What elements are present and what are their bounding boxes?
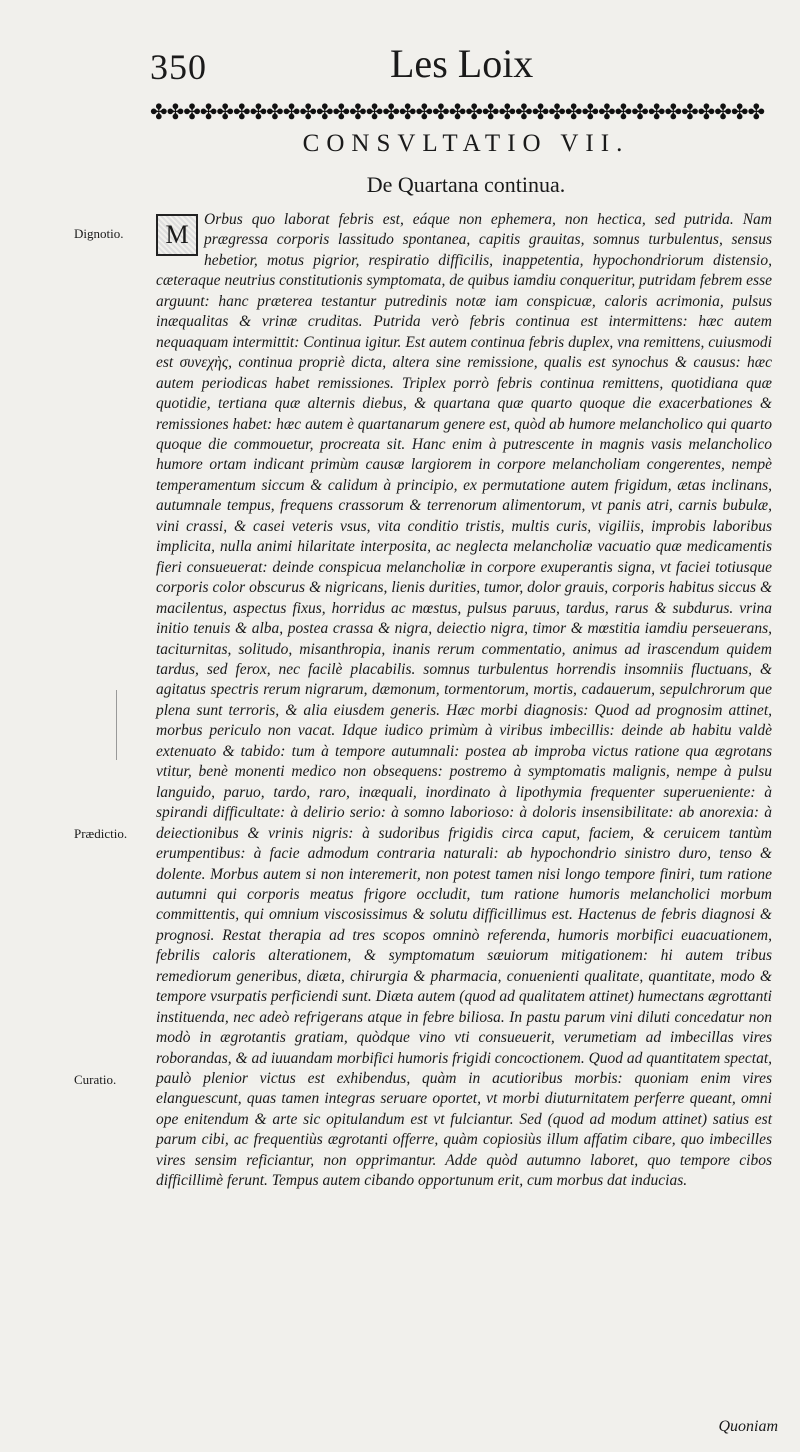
- running-title: Les Loix: [390, 41, 534, 86]
- consultation-body: [156, 210, 772, 1192]
- consultation-title: CONSVLTATIO VII.: [302, 130, 630, 157]
- consultation-subtitle: De Quartana continua.: [366, 172, 566, 197]
- margin-note-curatio: Curatio.: [74, 1072, 117, 1087]
- ornament-band: ✤✤✤✤✤✤✤✤✤✤✤✤✤✤✤✤✤✤✤✤✤✤✤✤✤✤✤✤✤✤✤✤✤✤✤✤✤: [150, 100, 765, 124]
- margin-note-dignotio: Dignotio.: [74, 226, 124, 241]
- page-number: 350: [150, 47, 207, 87]
- margin-pen-mark: [116, 690, 117, 760]
- dropcap-initial: M: [156, 214, 198, 256]
- catchword: Quoniam: [718, 1418, 778, 1435]
- body-paragraph: Orbus quo laborat febris est, eáque non ephemera, non hectica, sed putrida. Nam prægressa corporis lassitudo spontanea, capitis grauitas, somnus turbulentus, sensus hebetior, motus pigrior, respiratio difficilis, inappetentia, hypochondriorum distensio, cæteraque neutrius constitutionis symptomata, de quibus iamdiu conqueritur, putridam febrem esse arguunt: hanc præterea testantur putredinis notæ iam conspicuæ, caloris acrimonia, pulsus inæqualitas & vrinæ cruditas. Putrida verò febris continua est intermittens: hæc autem nequaquam intermittit: Continua igitur. Est autem continua febris duplex, vna remittens, cuiusmodi est συνεχὴς, continua propriè dicta, altera sine remissione, qualis est synochus & causus: hæc autem periodicas habet remissiones. Triplex porrò febris continua remittens, quotidiana quæ quotidie, tertiana quæ alternis diebus, & quartana quæ quarto quoque die exacerbationes & remissiones habet: hæc autem è quartanarum genere est, quòd ab humore melancholico qui quarto quoque die commouetur, procreata sit. Hanc enim à putrescente in magnis vasis melancholico humore ortam indicant primùm causæ largiorem in corpore melancholiam congerentes, nempè temperamentum siccum & calidum à principio, ex permutatione autem frigidum, ætas inclinans, autumnale tempus, frequens crassorum & terrenorum alimentorum, vt panis atri, carnis bubulæ, vini crassi, & casei veteris vsus, vita conditio tristis, multis curis, vigiliis, improbis laboribus implicita, nulla animi hilaritate interposita, ac neglecta melancholiæ vacuatio quæ medicamentis fieri consueuerat: deinde conspicua melancholiæ in corpore exuperantis signa, vt faciei totiusque corporis color obscurus & nigricans, lienis durities, tumor, dolor grauis, corporis habitus siccus & macilentus, aspectus fixus, horridus ac mœstus, pulsus paruus, tardus, rarus & subdurus. vrina initio tenuis & alba, postea crassa & nigra, deiectio nigra, timor & mœstitia iamdiu perseuerans, taciturnitas, solitudo, misanthropia, inanis rerum commentatio, animus ad irascendum quidem tardus, sed ferox, nec facilè placabilis. somnus turbulentus horrendis insomniis fluctuans, & agitatus spectris rerum nigrarum, dæmonum, tormentorum, mortis, cadauerum, sepulchrorum que plena sunt terroris, & alia eiusdem generis. Hæc morbi diagnosis: Quod ad prognosim attinet, morbus periculo non vacat. Idque iudico primùm à viribus imbecillis: deinde ab habitu valdè extenuato & tabido: tum à tempore autumnali: postea ab improba victus ratione qua ægrotans vtitur, benè monenti medico non obsequens: postremo à symptomatis malignis, nempe à pulsu languido, paruo, tardo, raro, inæquali, inordinato à lipothymia frequenter superueniente: à spirandi difficultate: à delirio serio: à somno laborioso: à doloris insensibilitate: ab anorexia: à deiectionibus & vrinis nigris: à sudoribus frigidis circa caput, faciem, & ceruicem tantùm erumpentibus: à facie admodum contraria naturali: ab hypochondrio sinistro duro, tenso & dolente. Morbus autem si non interemerit, non potest tamen nisi longo tempore finiri, tum ratione autumni qui corporis meatus frigore occludit, tum ratione humoris melancholici morbum committentis, qui omnium viscosissimus & solutu difficillimus est. Hactenus de febris diagnosi & prognosi. Restat therapia ad tres scopos omninò referenda, humoris morbifici euacuationem, febrilis caloris alterationem, & symptomatum sæuiorum mitigationem: hi autem tribus remediorum generibus, diæta, chirurgia & pharmacia, conuenienti qualitate, quantitate, modo & tempore vsurpatis perficiendi sunt. Diæta autem (quod ad qualitatem attinet) humectans ægrottanti instituenda, nec adeò refrigerans atque in febre biliosa. In pastu parum vini diluti concedatur non modò in ægrotantis gratiam, quòdque vino vti consueuerit, verumetiam ad imbecillas vires roborandas, & ad iuuandam morbifici humoris frigidi concoctionem. Quod ad quantitatem spectat, paulò plenior victus est exhibendus, quàm in acutioribus morbis: quoniam enim vires elanguescunt, quas tamen integras seruare oportet, vt morbi diuturnitatem perferre queant, omni ope enitendum & arte sic opitulandum est vt fulciantur. Sed (quod ad modum attinet) satius est parum cibi, ac frequentiùs ægrotanti offerre, quàm copiosiùs illum affatim cibare, quo imbecilles vires sensim reficiantur, non opprimantur. Adde quòd autumno laboret, quo tempore cibos difficillimè ferunt. Tempus autem cibando opportunum erit, cum morbus dat inducias.: [156, 211, 772, 1190]
- margin-note-praedictio: Prædictio.: [74, 826, 128, 841]
